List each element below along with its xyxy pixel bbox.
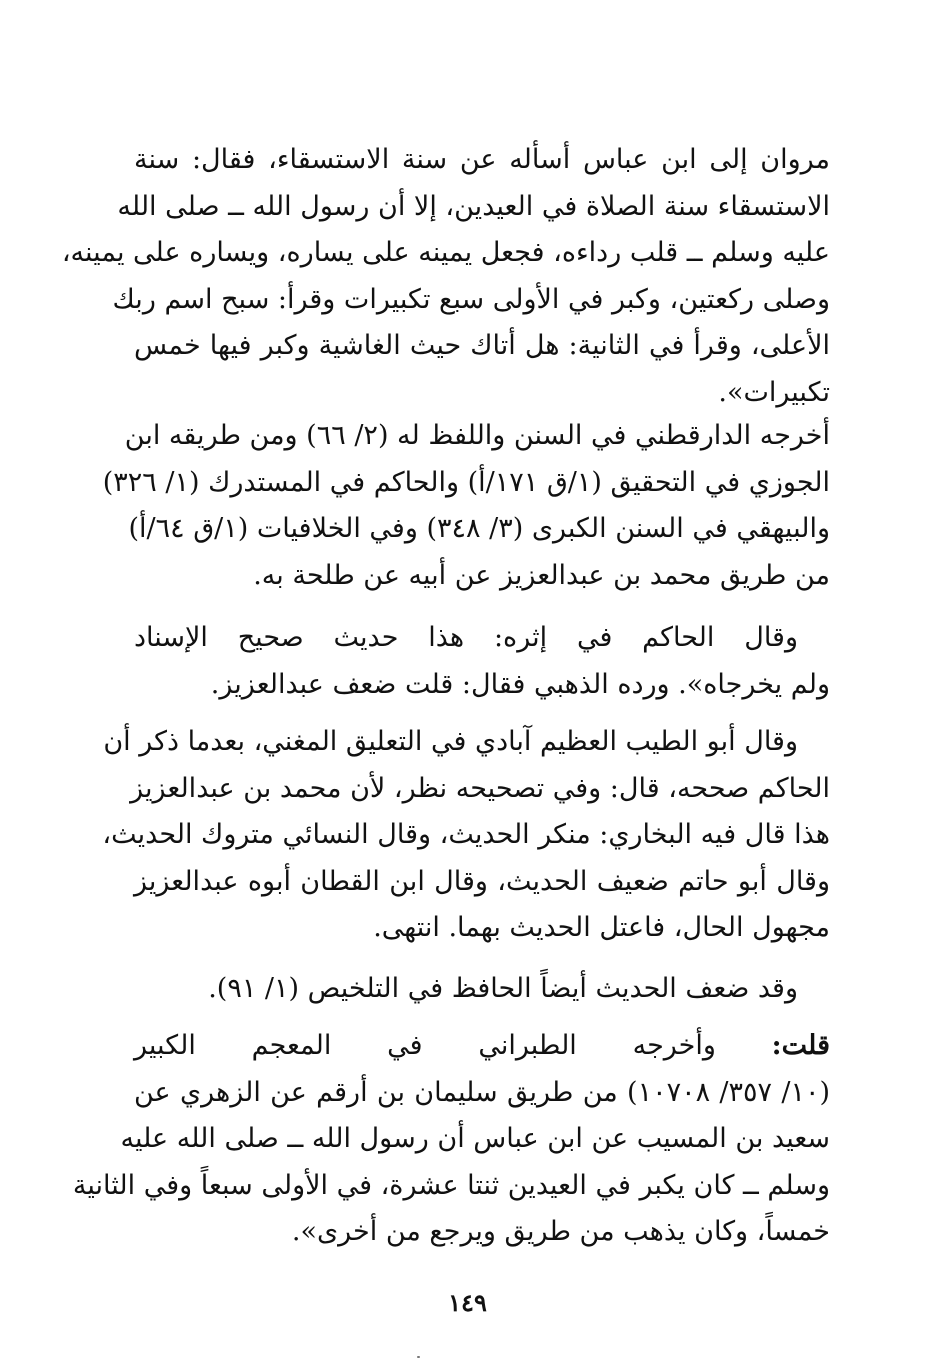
text-line: وقال الحاكم في إثره: هذا حديث صحيح الإسناد bbox=[134, 622, 798, 653]
paragraph-talkhis bbox=[134, 966, 830, 1013]
text-line: الأعلى، وقرأ في الثانية: هل أتاك حيث الغاشية وكبر فيها خمس bbox=[134, 330, 830, 361]
text-line: وسلم ــ كان يكبر في العيدين ثنتا عشرة، في الأولى سبعاً وفي الثانية bbox=[72, 1169, 830, 1201]
paragraph-azimabadi bbox=[102, 719, 830, 952]
text-line: (١٠/ ٣٥٧/ ١٠٧٠٨) من طريق سليمان بن أرقم عن الزهري عن bbox=[134, 1076, 830, 1108]
text-line: أخرجه الدارقطني في السنن واللفظ له (٢/ ٦٦) ومن طريقه ابن bbox=[124, 420, 830, 451]
text-line bbox=[134, 1023, 830, 1070]
text-line: هذا قال فيه البخاري: منكر الحديث، وقال النسائي متروك الحديث، bbox=[102, 819, 830, 850]
text-line: وصلى ركعتين، وكبر في الأولى سبع تكبيرات وقرأ: سبح اسم ربك bbox=[112, 283, 830, 315]
text-line: الاستسقاء سنة الصلاة في العيدين، إلا أن رسول الله ــ صلى الله bbox=[117, 190, 830, 222]
text-segment: وأخرجه الطبراني في المعجم الكبير bbox=[134, 1030, 772, 1061]
text-line: سعيد بن المسيب عن ابن عباس أن رسول الله ــ صلى الله عليه bbox=[120, 1123, 830, 1154]
text-line: وقال أبو حاتم ضعيف الحديث، وقال ابن القطان أبوه عبدالعزيز bbox=[134, 865, 830, 897]
text-line: والبيهقي في السنن الكبرى (٣/ ٣٤٨) وفي الخلافيات (١/ق ٦٤/أ) bbox=[128, 513, 830, 544]
text-line: عليه وسلم ــ قلب رداءه، فجعل يمينه على يساره، ويساره على يمينه، bbox=[61, 237, 830, 268]
paragraph-tabarani bbox=[72, 1023, 830, 1256]
page-number: ١٤٩ bbox=[448, 1288, 487, 1317]
text-line: من طريق محمد بن عبدالعزيز عن أبيه عن طلحة به. bbox=[253, 559, 830, 591]
bold-lead-word: قلت: bbox=[771, 1030, 830, 1061]
text-line: ولم يخرجاه». ورده الذهبي فقال: قلت ضعف عبدالعزيز. bbox=[210, 668, 830, 700]
text-line: تكبيرات». bbox=[718, 376, 830, 408]
scan-speck bbox=[417, 1356, 420, 1358]
text-line: خمساً، وكان يذهب من طريق ويرجع من أخرى». bbox=[291, 1216, 830, 1247]
text-line: الجوزي في التحقيق (١/ق ١٧١/أ) والحاكم في المستدرك (١/ ٣٢٦) bbox=[102, 466, 830, 498]
text-line: وقال أبو الطيب العظيم آبادي في التعليق المغني، بعدما ذكر أن bbox=[103, 726, 798, 757]
text-line: الحاكم صححه، قال: وفي تصحيحه نظر، لأن محمد بن عبدالعزيز bbox=[130, 772, 830, 804]
text-line: مروان إلى ابن عباس أسأله عن سنة الاستسقاء، فقال: سنة bbox=[134, 144, 830, 175]
paragraph-hakim bbox=[134, 615, 830, 708]
text-line: وقد ضعف الحديث أيضاً الحافظ في التلخيص (١/ ٩١). bbox=[208, 973, 798, 1004]
paragraph-continuation bbox=[61, 137, 830, 416]
text-line: مجهول الحال، فاعتل الحديث بهما. انتهى. bbox=[373, 912, 830, 943]
paragraph-takhrij bbox=[102, 413, 830, 599]
